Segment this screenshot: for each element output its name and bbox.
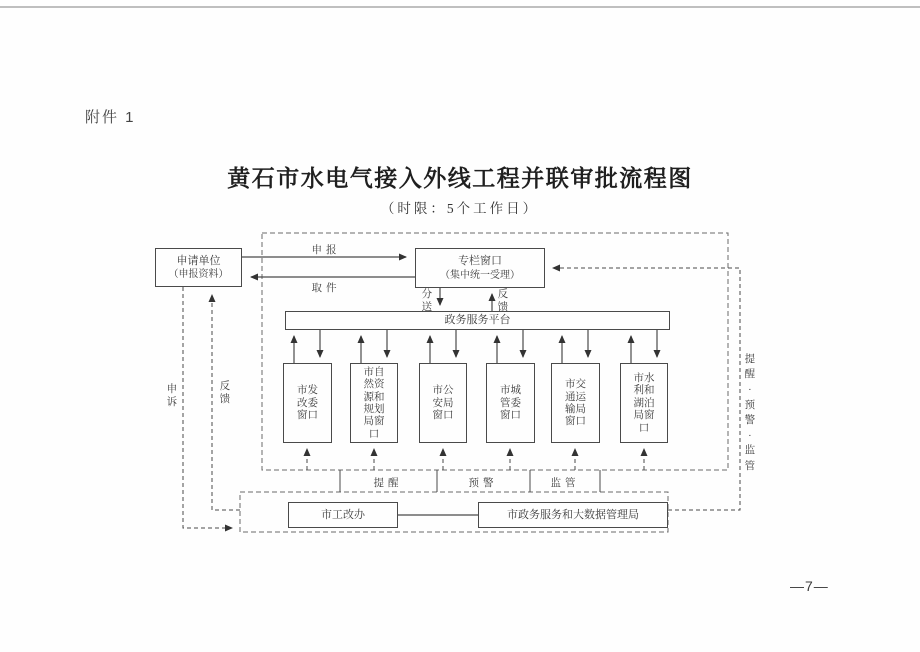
dept-jiaotong-label: 市交通运输局窗口 <box>565 378 586 428</box>
node-dept-chengguan <box>486 363 535 443</box>
dept-ziranziyuan-label: 市自然资源和规划局窗口 <box>363 365 385 440</box>
label-remind: 提醒 <box>373 477 403 489</box>
applicant-line1: 申请单位 <box>176 254 221 267</box>
label-supervise: 监管 <box>550 477 580 489</box>
label-pickup: 取件 <box>311 282 341 294</box>
node-platform <box>285 311 670 330</box>
node-applicant <box>155 248 242 287</box>
label-apply: 申报 <box>311 244 341 256</box>
label-dispatch: 分送 <box>421 288 433 314</box>
dept-fagaiwei-label: 市发改委窗口 <box>297 384 318 422</box>
label-feedback-up: 反馈 <box>497 288 509 314</box>
data-bureau-label: 市政务服务和大数据管理局 <box>507 508 639 521</box>
node-dept-shuili <box>620 363 668 443</box>
page-title: 黄石市水电气接入外线工程并联审批流程图 <box>227 166 693 191</box>
node-gaiban <box>288 502 398 528</box>
node-data-bureau <box>478 502 668 528</box>
node-dept-fagaiwei <box>283 363 332 443</box>
dept-shuili-label: 市水利和湖泊局窗口 <box>633 372 655 434</box>
applicant-line2: （申报资料） <box>168 269 229 281</box>
label-warn: 预警 <box>468 477 498 489</box>
dashed-path-appeal <box>183 287 232 528</box>
dept-chengguan-label: 市城管委窗口 <box>500 384 521 422</box>
node-dept-gongan <box>419 363 467 443</box>
node-dept-ziranziyuan <box>350 363 398 443</box>
attachment-label: 附件 1 <box>85 109 136 126</box>
page-subtitle: （时限：5个工作日） <box>380 201 540 216</box>
label-right-supervision: 提醒·预警·监管 <box>744 353 756 472</box>
dept-gongan-label: 市公安局窗口 <box>432 384 454 422</box>
special-window-line2: （集中统一受理） <box>440 269 520 281</box>
gaiban-label: 市工改办 <box>321 508 365 521</box>
node-dept-jiaotong <box>551 363 600 443</box>
label-appeal: 申诉 <box>166 383 178 409</box>
page-number: —7— <box>790 578 829 594</box>
node-special-window <box>415 248 545 288</box>
special-window-line1: 专栏窗口 <box>458 255 502 268</box>
label-feedback-left: 反馈 <box>219 380 231 406</box>
platform-label: 政务服务平台 <box>444 314 511 327</box>
